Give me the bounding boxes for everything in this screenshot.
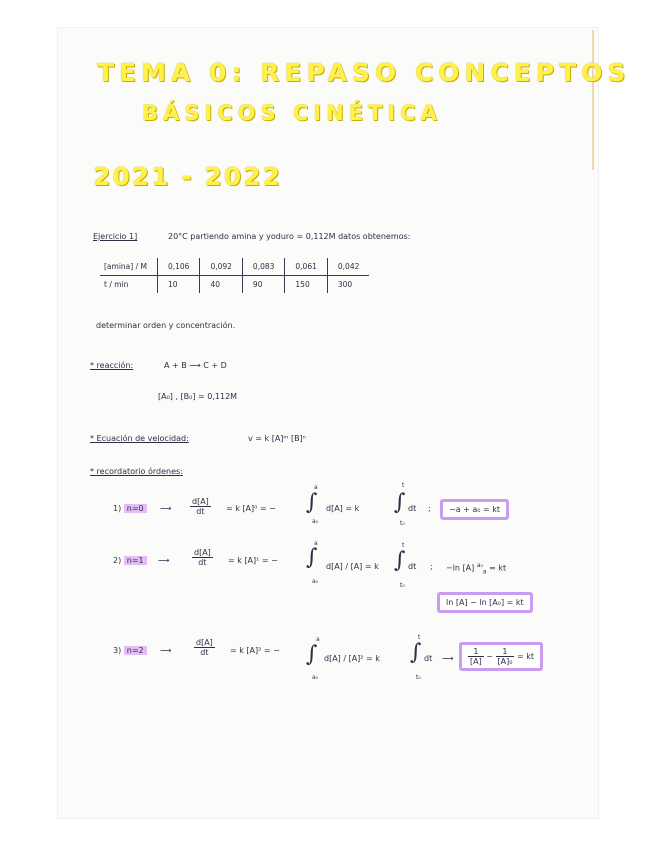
data-table [100, 258, 369, 293]
table-cell: 0,061 [285, 258, 327, 276]
rate-law: = k [A]¹ = − [228, 556, 278, 565]
separator: ; [428, 504, 431, 513]
separator: ; [430, 562, 433, 571]
lower-limit: t₀ [400, 520, 405, 527]
derivative-denominator: dt [196, 507, 205, 516]
result-box: ln [A] − ln [A₀] = kt [437, 592, 533, 613]
table-row [100, 276, 369, 294]
title-line-1: TEMA 0: REPASO CONCEPTOS [97, 58, 631, 87]
upper-limit: t [402, 542, 405, 549]
integral-sign: ∫ [394, 490, 406, 515]
result-numerator: 1 [468, 647, 484, 657]
integral-sign: ∫ [306, 545, 318, 570]
upper-limit: t [418, 634, 421, 641]
lower-limit: a [482, 568, 487, 576]
arrow: ⟶ [160, 504, 172, 513]
order-tag: n=1 [124, 556, 147, 565]
order-tag: n=0 [124, 504, 147, 513]
table-cell: 0,083 [242, 258, 284, 276]
integrand: d[A] / [A]² = k [324, 654, 380, 663]
upper-limit: a [314, 484, 318, 491]
result-box: −a + a₀ = kt [440, 499, 509, 520]
integral-sign: ∫ [410, 640, 422, 665]
exercise-statement: 20°C partiendo amina y yoduro = 0,112M datos obtenemos: [168, 232, 411, 241]
integral-sign: ∫ [306, 490, 318, 515]
reaction-label: * reacción: [90, 361, 134, 370]
table-row [100, 258, 369, 276]
derivative-numerator: d[A] [194, 548, 211, 557]
table-cell: 90 [242, 276, 284, 294]
table-cell: t / min [104, 280, 129, 289]
table-cell: 300 [327, 276, 369, 294]
order-tag: n=2 [124, 646, 147, 655]
derivative-numerator: d[A] [196, 638, 213, 647]
integrand-time: dt [408, 562, 417, 571]
derivative-numerator: d[A] [192, 497, 209, 506]
derivative-denominator: dt [200, 648, 209, 657]
order-number: 2) [113, 556, 122, 565]
lower-limit: t₀ [400, 582, 405, 589]
orders-label: * recordatorio órdenes: [90, 467, 183, 476]
result-denominator: [A]₀ [497, 657, 513, 666]
arrow: ⟶ [158, 556, 170, 565]
result-numerator: 1 [496, 647, 515, 657]
table-cell: [amina] / M [100, 258, 157, 276]
notebook-page [58, 28, 598, 818]
lower-limit: t₀ [416, 674, 421, 681]
upper-limit: a [314, 540, 318, 547]
order-number: 1) [113, 504, 122, 513]
upper-limit: a [316, 636, 320, 643]
table-cell: 150 [285, 276, 327, 294]
result-denominator: [A] [470, 657, 482, 666]
result-tail: = kt [516, 652, 534, 661]
table-cell: 0,106 [157, 258, 199, 276]
reaction-equation: A + B ⟶ C + D [164, 361, 227, 370]
rate-equation: v = k [A]ᵐ [B]ⁿ [248, 434, 306, 443]
upper-limit: t [402, 482, 405, 489]
lower-limit: a₀ [312, 578, 319, 585]
initial-concentrations: [A₀] , [B₀] = 0,112M [158, 392, 238, 401]
lower-limit: a₀ [312, 518, 319, 525]
evaluated-log: −ln [A] $^{a_0}_a$ = kt [446, 562, 507, 576]
exercise-label: Ejercicio 1] [93, 232, 138, 241]
rate-law: = k [A]⁰ = − [226, 504, 276, 513]
minus-sign: − [486, 652, 493, 661]
determine-text: determinar orden y concentración. [96, 321, 236, 330]
integral-sign: ∫ [306, 642, 318, 667]
integral-sign: ∫ [394, 548, 406, 573]
integrand-time: dt [408, 504, 417, 513]
arrow: ⟶ [442, 654, 454, 663]
integrand: d[A] = k [326, 504, 360, 513]
upper-limit: a₀ [476, 562, 483, 569]
title-line-2: BÁSICOS CINÉTICA [142, 101, 442, 125]
arrow: ⟶ [160, 646, 172, 655]
result-box [459, 642, 543, 671]
integrand-time: dt [424, 654, 433, 663]
table-cell: 0,042 [327, 258, 369, 276]
title-year: 2021 - 2022 [93, 162, 282, 191]
rate-law: = k [A]² = − [230, 646, 280, 655]
lower-limit: a₀ [312, 674, 319, 681]
page-edge-mark [592, 30, 594, 170]
table-cell: 40 [200, 276, 242, 294]
order-number: 3) [113, 646, 122, 655]
table-cell: 0,092 [200, 258, 242, 276]
table-cell: 10 [157, 276, 199, 294]
integrand: d[A] / [A] = k [326, 562, 379, 571]
rate-label: * Ecuación de velocidad: [90, 434, 189, 443]
derivative-denominator: dt [198, 558, 207, 567]
